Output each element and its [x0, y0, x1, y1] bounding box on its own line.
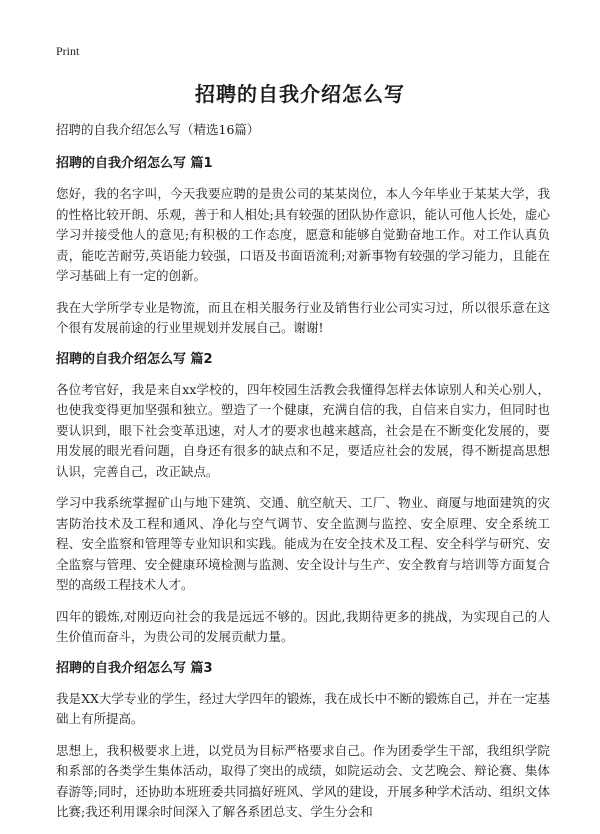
- paragraph: 四年的锻炼,对刚迈向社会的我是远远不够的。因此,我期待更多的挑战，为实现自己的人生价值而奋斗，为贵公司的发展贡献力量。: [56, 608, 550, 644]
- print-link[interactable]: Print: [56, 44, 80, 58]
- document-body: [56, 120, 550, 834]
- page-title: 招聘的自我介绍怎么写: [195, 82, 405, 106]
- section-heading-2: 招聘的自我介绍怎么写 篇2: [56, 351, 213, 367]
- paragraph: 我是XX大学专业的学生，经过大学四年的锻炼，我在成长中不断的锻炼自己，并在一定基础上有所提高。: [56, 690, 550, 726]
- section-heading-1: 招聘的自我介绍怎么写 篇1: [56, 156, 213, 171]
- paragraph: 学习中我系统掌握矿山与地下建筑、交通、航空航天、工厂、物业、商厦与地面建筑的灾害防治技术及工程和通风、净化与空气调节、安全监测与监控、安全原理、安全系统工程、安全监察和管理等专业知识和实践。能成为在安全技术及工程、安全科学与研究、安全监察与管理、安全健康环境检测与监测、安全设计与生产、安全教育与培训等方面复合型的高级工程技术人才。: [56, 495, 550, 592]
- paragraph: 您好，我的名字叫，今天我要应聘的是贵公司的某某岗位，本人今年毕业于某某大学，我的性格比较开朗、乐观，善于和人相处;具有较强的团队协作意识，能认可他人长处，虚心学习并接受他人的意见;有积极的工作态度，愿意和能够自觉勤奋地工作。对工作认真负责，能吃苦耐劳,英语能力较强，口语及书面语流利;对新事物有较强的学习能力，且能在学习基础上有一定的创新。: [56, 186, 550, 283]
- paragraph: 各位考官好，我是来自xx学校的，四年校园生活教会我懂得怎样去体谅别人和关心别人，也使我变得更加坚强和独立。塑造了一个健康，充满自信的我，自信来自实力，但同时也要认识到，眼下社会变革迅速，对人才的要求也越来越高，社会是在不断变化发展的，要用发展的眼光看问题，自身还有很多的缺点和不足，要适应社会的发展，得不断提高思想认识，完善自己，改正缺点。: [56, 381, 550, 479]
- paragraph: 我在大学所学专业是物流，而且在相关服务行业及销售行业公司实习过，所以很乐意在这个很有发展前途的行业里规划并发展自己。谢谢!: [56, 299, 550, 335]
- document-subtitle: 招聘的自我介绍怎么写（精选16篇）: [56, 122, 260, 137]
- section-heading-3: 招聘的自我介绍怎么写 篇3: [56, 660, 213, 676]
- paragraph: 思想上，我积极要求上进，以党员为目标严格要求自己。作为团委学生干部，我组织学院和系部的各类学生集体活动，取得了突出的成绩，如院运动会、文艺晚会、辩论赛、集体春游等;同时，还协助本班班委共同搞好班风、学风的建设，开展多种学术活动、组织文体比赛;我还利用课余时间深入了解各系团总支、学生分会和: [56, 742, 550, 819]
